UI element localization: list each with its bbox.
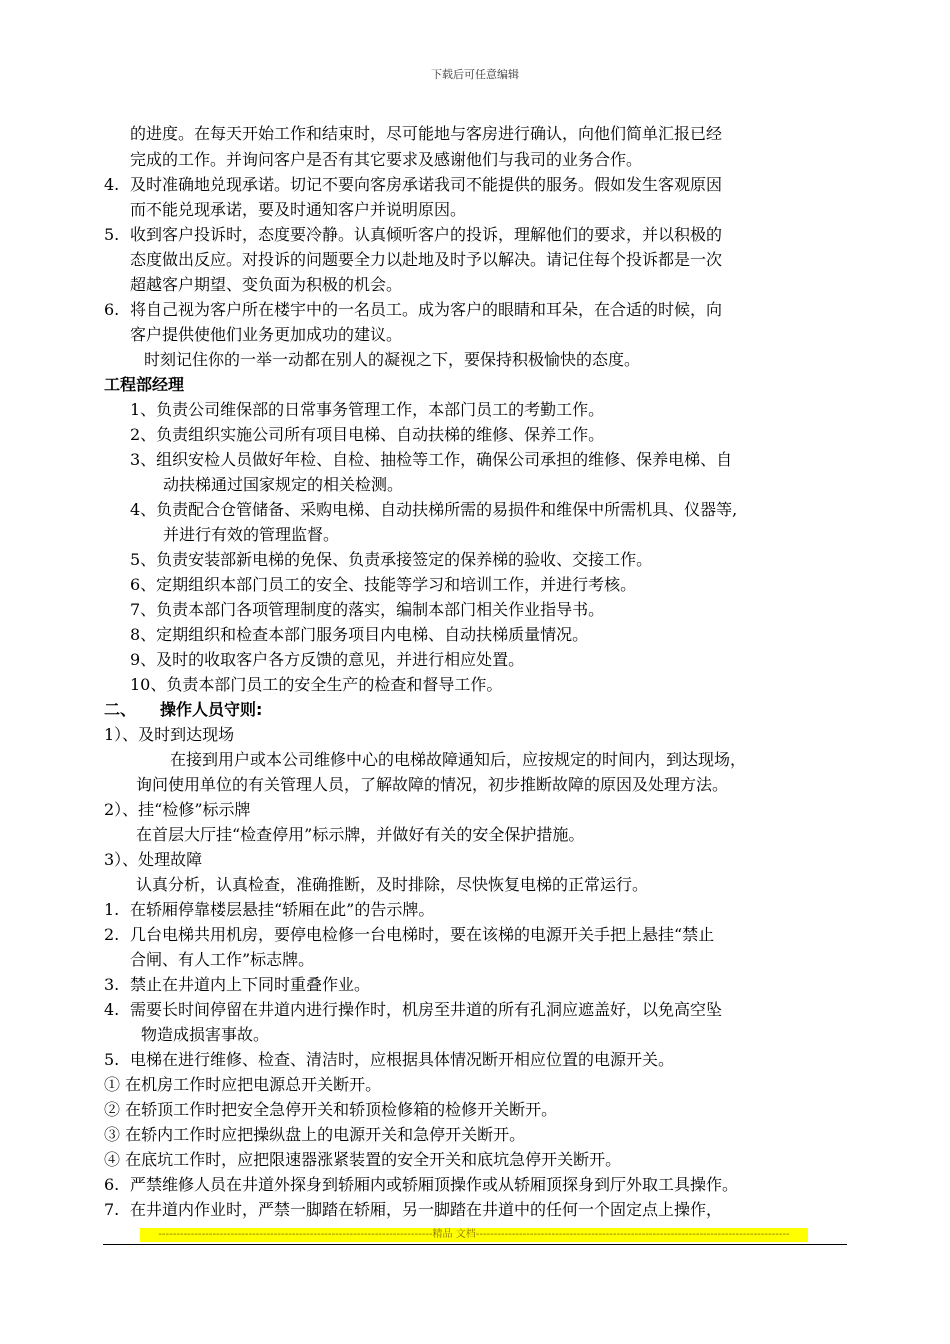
text-line: 需要长时间停留在井道内进行操作时，机房至井道的所有孔洞应遮盖好，以免高空坠 bbox=[130, 1000, 723, 1019]
list-number: 5. bbox=[104, 1050, 120, 1069]
section-number: 二、 bbox=[104, 700, 137, 719]
text-line: ② 在轿顶工作时把安全急停开关和轿顶检修箱的检修开关断开。 bbox=[104, 1100, 558, 1119]
text-line: 物造成损害事故。 bbox=[141, 1025, 270, 1044]
text-line: ④ 在底坑工作时，应把限速器涨紧装置的安全开关和底坑急停开关断开。 bbox=[104, 1150, 622, 1169]
page-header: 下载后可任意编辑 bbox=[431, 68, 519, 81]
text-line: 并进行有效的管理监督。 bbox=[163, 525, 340, 544]
text-line: 客户提供使他们业务更加成功的建议。 bbox=[130, 325, 403, 344]
text-line: 7、负责本部门各项管理制度的落实，编制本部门相关作业指导书。 bbox=[130, 600, 605, 619]
text-line: ① 在机房工作时应把电源总开关断开。 bbox=[104, 1075, 382, 1094]
subsection-heading: 3）、处理故障 bbox=[104, 850, 203, 869]
text-line: 3、组织安检人员做好年检、自检、抽检等工作，确保公司承担的维修、保养电梯、自 bbox=[130, 450, 733, 469]
text-line: 收到客户投诉时，态度要冷静。认真倾听客户的投诉，理解他们的要求，并以积极的 bbox=[130, 225, 723, 244]
text-line: 态度做出反应。对投诉的问题要全力以赴地及时予以解决。请记住每个投诉都是一次 bbox=[130, 250, 723, 269]
text-line: ③ 在轿内工作时应把操纵盘上的电源开关和急停开关断开。 bbox=[104, 1125, 526, 1144]
section-heading: 工程部经理 bbox=[104, 375, 185, 394]
text-line: 1、负责公司维保部的日常事务管理工作，本部门员工的考勤工作。 bbox=[130, 400, 605, 419]
text-line: 电梯在进行维修、检查、清洁时，应根据具体情况断开相应位置的电源开关。 bbox=[130, 1050, 675, 1069]
text-line: 认真分析，认真检查，准确推断，及时排除，尽快恢复电梯的正常运行。 bbox=[136, 875, 649, 894]
text-line: 动扶梯通过国家规定的相关检测。 bbox=[163, 475, 404, 494]
list-number: 4. bbox=[104, 1000, 120, 1019]
list-number: 6. bbox=[104, 1175, 120, 1194]
text-line: 时刻记住你的一举一动都在别人的凝视之下，要保持积极愉快的态度。 bbox=[144, 350, 641, 369]
text-line: 在首层大厅挂“检查停用”标示牌，并做好有关的安全保护措施。 bbox=[136, 825, 585, 844]
text-line: 在轿厢停靠楼层悬挂“轿厢在此”的告示牌。 bbox=[130, 900, 435, 919]
text-line: 超越客户期望、变负面为积极的机会。 bbox=[130, 275, 403, 294]
list-number: 1. bbox=[104, 900, 120, 919]
text-line: 在井道内作业时，严禁一脚踏在轿厢，另一脚踏在井道中的任何一个固定点上操作， bbox=[130, 1200, 723, 1219]
list-number: 4. bbox=[104, 175, 120, 194]
text-line: 及时准确地兑现承诺。切记不要向客房承诺我司不能提供的服务。假如发生客观原因 bbox=[130, 175, 723, 194]
text-line: 完成的工作。并询问客户是否有其它要求及感谢他们与我司的业务合作。 bbox=[130, 150, 643, 169]
list-number: 5. bbox=[104, 225, 120, 244]
text-line: 严禁维修人员在井道外探身到轿厢内或轿厢顶操作或从轿厢顶探身到厅外取工具操作。 bbox=[130, 1175, 739, 1194]
footer-divider bbox=[103, 1244, 847, 1245]
list-number: 2. bbox=[104, 925, 120, 944]
section-heading: 操作人员守则: bbox=[160, 700, 263, 719]
text-line: 9、及时的收取客户各方反馈的意见，并进行相应处置。 bbox=[130, 650, 525, 669]
text-line: 4、负责配合仓管储备、采购电梯、自动扶梯所需的易损件和维保中所需机具、仪器等, bbox=[130, 500, 738, 519]
text-line: 10、负责本部门员工的安全生产的检查和督导工作。 bbox=[130, 675, 503, 694]
text-line: 几台电梯共用机房，要停电检修一台电梯时，要在该梯的电源开关手把上悬挂“禁止 bbox=[130, 925, 715, 944]
text-line: 6、定期组织本部门员工的安全、技能等学习和培训工作，并进行考核。 bbox=[130, 575, 637, 594]
text-line: 将自己视为客户所在楼宇中的一名员工。成为客户的眼睛和耳朵，在合适的时候，向 bbox=[130, 300, 723, 319]
subsection-heading: 2）、挂“检修”标示牌 bbox=[104, 800, 251, 819]
text-line: 合闸、有人工作”标志牌。 bbox=[130, 950, 315, 969]
text-line: 的进度。在每天开始工作和结束时，尽可能地与客房进行确认，向他们简单汇报已经 bbox=[130, 124, 723, 143]
subsection-heading: 1）、及时到达现场 bbox=[104, 725, 235, 744]
text-line: 询问使用单位的有关管理人员，了解故障的情况，初步推断故障的原因及处理方法。 bbox=[136, 775, 729, 794]
text-line: 5、负责安装部新电梯的免保、负责承接签定的保养梯的验收、交接工作。 bbox=[130, 550, 653, 569]
text-line: 2、负责组织实施公司所有项目电梯、自动扶梯的维修、保养工作。 bbox=[130, 425, 605, 444]
footer-banner: ----------------------------------------------------------------------------精品 文档--------------------------------------------------------------------------------------- bbox=[140, 1228, 808, 1242]
text-line: 在接到用户或本公司维修中心的电梯故障通知后，应按规定的时间内，到达现场， bbox=[170, 750, 747, 769]
text-line: 8、定期组织和检查本部门服务项目内电梯、自动扶梯质量情况。 bbox=[130, 625, 589, 644]
list-number: 3. bbox=[104, 975, 120, 994]
text-line: 而不能兑现承诺，要及时通知客户并说明原因。 bbox=[130, 200, 467, 219]
list-number: 6. bbox=[104, 300, 120, 319]
text-line: 禁止在井道内上下同时重叠作业。 bbox=[130, 975, 371, 994]
list-number: 7. bbox=[104, 1200, 120, 1219]
